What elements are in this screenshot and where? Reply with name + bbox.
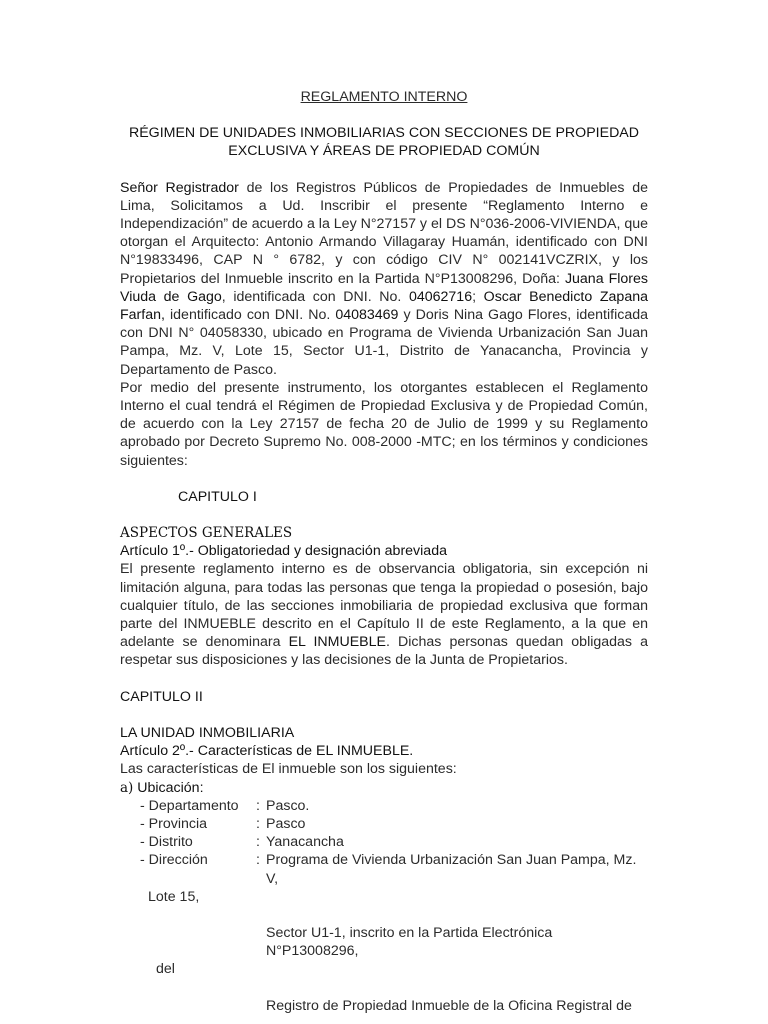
owner-name-2: Oscar Benedicto Zapana Farfan,: [120, 288, 648, 324]
row-value: Pasco.: [266, 797, 310, 814]
document-subtitle-line1: RÉGIMEN DE UNIDADES INMOBILIARIAS CON SECCIONES DE PROPIEDAD: [128, 125, 640, 142]
article-2-heading: Artículo 2º.- Características de EL INMUEBLE.: [120, 743, 414, 760]
location-row-department: [120, 797, 648, 815]
article-2-intro: Las características de El inmueble son los siguientes:: [120, 761, 457, 778]
owner-name-1: Juana Flores Viuda de Gago: [120, 270, 649, 305]
intro-text-4: identificado con DNI. No.: [164, 307, 336, 324]
row-sep: :: [256, 797, 260, 814]
location-row-province: [120, 815, 648, 833]
document-page: [120, 88, 648, 1015]
row-sep: :: [256, 834, 260, 851]
intro-text-3: ;: [472, 288, 484, 305]
row-sep: :: [256, 815, 260, 832]
location-row-district: [120, 833, 648, 851]
article-1-title: .- Obligatoriedad y designación abreviada: [185, 543, 447, 560]
chapter-1-heading: CAPITULO I: [178, 488, 257, 505]
article-1-heading: [120, 542, 648, 560]
article-1-number: Artículo 1º: [120, 543, 186, 560]
row-label: - Provincia: [140, 815, 208, 832]
article-1-text-2: . Dichas personas quedan obligadas a respetar sus disposiciones y las decisiones de la Junta de Propietarios.: [120, 634, 648, 669]
article-1-body: [120, 560, 648, 669]
row-sep: :: [256, 852, 260, 869]
article-1-text-1: El presente reglamento interno es de observancia obligatoria, sin excepción ni limitación alguna, para todas las personas que tenga la propiedad o posesión, bajo cualquier título, de las secciones inmobiliaria de propiedad exclusiva que forman parte del INMUEBLE descrito en el Capítulo II de este Reglamento, a la que en adelante se denominara: [120, 561, 648, 651]
chapter-1-section: ASPECTOS GENERALES: [120, 525, 293, 542]
addressee: Señor Registrador: [120, 179, 239, 196]
row-label: - Distrito: [140, 834, 193, 851]
row-value: Yanacancha: [266, 834, 344, 851]
dni-1: 04062716: [408, 288, 473, 305]
row-label: - Dirección: [140, 852, 208, 869]
item-a-letter: a): [120, 779, 134, 796]
chapter-2-section: LA UNIDAD INMOBILIARIA: [120, 724, 295, 741]
row-value: Programa de Vivienda Urbanización San Juan Pampa, Mz. V,: [266, 852, 637, 887]
row-label: - Departamento: [140, 797, 239, 814]
dni-2: 04083469: [335, 307, 399, 324]
chapter-2-heading: CAPITULO II: [120, 688, 203, 705]
row-value: Pasco: [266, 815, 306, 832]
intro-text-2: , identificada con DNI. No.: [221, 288, 409, 305]
address-line-3: Registro de Propiedad Inmueble de la Oficina Registral de: [266, 997, 632, 1014]
intro-paragraph-2: Por medio del presente instrumento, los otorgantes establecen el Reglamento Interno el cual tendrá el Régimen de Propiedad Exclusiva y de Propiedad Común, de acuerdo con la Ley 27157 de fecha 20 de Julio de 1999 y su Reglamento aprobado por Decreto Supremo No. 008-2000 -MTC; en los términos y condiciones siguientes:: [120, 379, 648, 469]
item-a-label: Ubicación:: [133, 779, 204, 796]
document-title: REGLAMENTO INTERNO: [300, 89, 468, 105]
intro-text-1: de los Registros Públicos de Propiedades de Inmuebles de Lima, Solicitamos a Ud. Inscribir el presente “Reglamento Interno e Independización” de acuerdo a la Ley N°27157 y el DS N°036-2006-VIVIENDA, que otorgan el Arquitecto: Antonio Armando Villagaray Huamán, identificado con DNI N°19833496, CAP N ° 6782, y con código CIV N° 002141VCZRIX, y los Propietarios del Inmueble inscrito en la Partida N°P13008296, Doña:: [120, 179, 648, 287]
location-row-address: [120, 851, 648, 887]
address-continuation-2: del: [156, 961, 175, 978]
el-inmueble-term: EL INMUEBLE: [288, 634, 386, 651]
intro-paragraph: [120, 179, 648, 379]
address-continuation-1: Lote 15,: [148, 888, 200, 905]
address-line-2: Sector U1-1, inscrito en la Partida Electrónica N°P13008296,: [266, 924, 553, 960]
intro-text-5: y Doris Nina Gago Flores, identificada con DNI N° 04058330, ubicado en Programa de Vivienda Urbanización San Juan Pampa, Mz. V, Lote 15, Sector U1-1, Distrito de Yanacancha, Provincia y Departamento de Pasco.: [120, 307, 648, 378]
document-subtitle-line2: EXCLUSIVA Y ÁREAS DE PROPIEDAD COMÚN: [228, 143, 540, 160]
item-a-heading: [120, 779, 648, 797]
